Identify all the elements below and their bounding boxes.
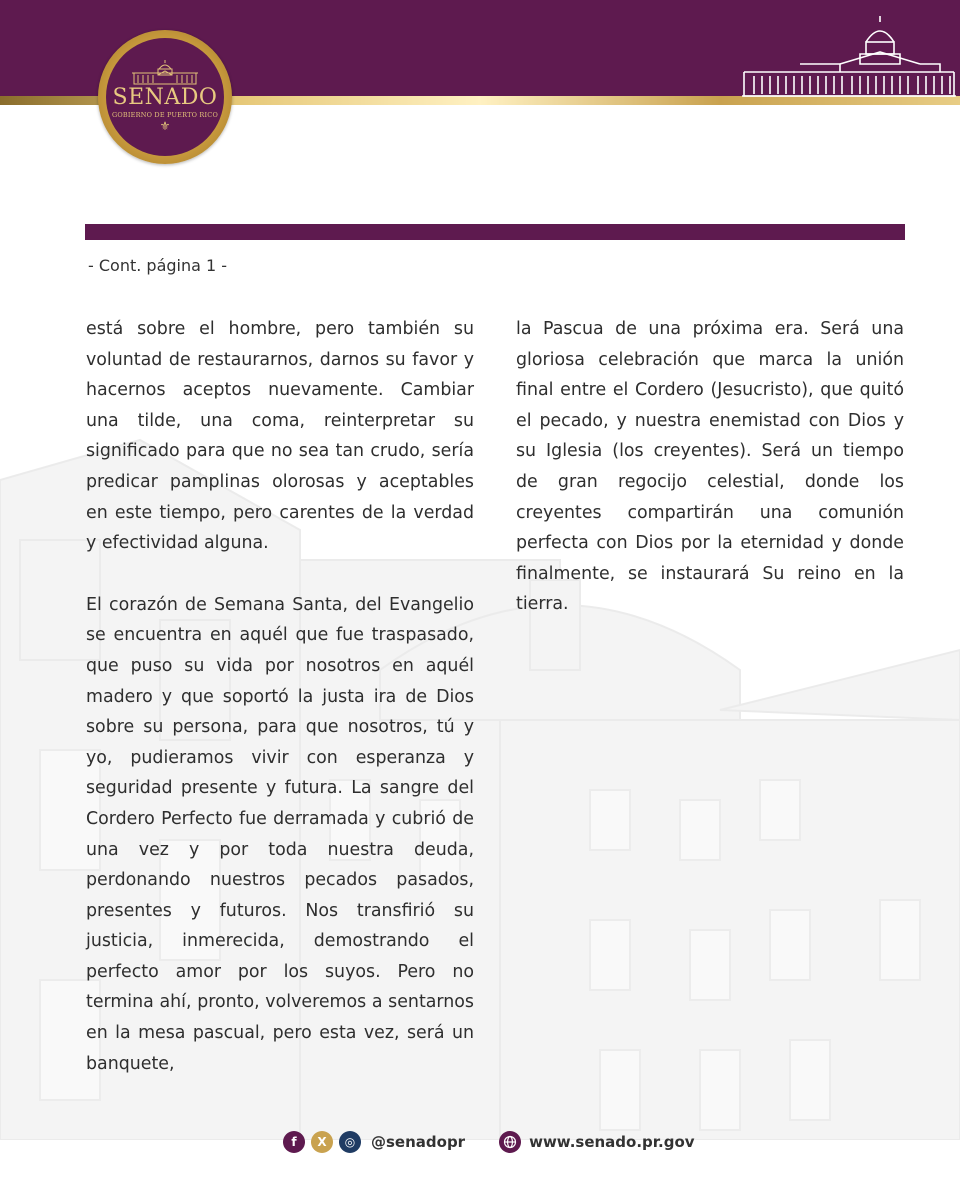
seal-subtitle: GOBIERNO DE PUERTO RICO (112, 110, 218, 119)
capitol-building-icon (740, 14, 958, 98)
website-link[interactable]: www.senado.pr.gov (529, 1133, 695, 1151)
continuation-note: - Cont. página 1 - (88, 256, 228, 275)
paragraph: está sobre el hombre, pero también su voluntad de restaurarnos, darnos su favor y hacernos aceptos nuevamente. Cambiar una tilde, una coma, reinterpretar su significado para que no sea tan crudo, sería predicar pamplinas olorosas y aceptables en este tiempo, pero carentes de la verdad y efectividad alguna. (86, 319, 474, 554)
instagram-icon[interactable]: ◎ (339, 1131, 361, 1153)
paragraph: El corazón de Semana Santa, del Evangelio se encuentra en aquél que fue traspasado, que puso su vida por nosotros en aquél madero y que soportó la justa ira de Dios sobre su persona, para que nosotros, tú y yo, pudieramos vivir con esperanza y seguridad presente y futura. La sangre del Cordero Perfecto fue derramada y cubrió de una vez y por toda nuestra deuda, perdonando nuestros pecados pasados, presentes y futuros. Nos transfirió su justicia, inmerecida, demostrando el perfecto amor por los suyos. Pero no termina ahí, pronto, volveremos a sentarnos en la mesa pascual, pero esta vez, será un banquete, (86, 594, 474, 1074)
footer-social (283, 1128, 695, 1156)
seal-capitol-icon (128, 58, 202, 86)
paragraph: la Pascua de una próxima era. Será una gloriosa celebración que marca la unión final entre el Cordero (Jesucristo), que quitó el pecado, y nuestra enemistad con Dios y su Iglesia (los creyentes). Será un tiempo de gran regocijo celestial, donde los creyentes compartirán una comunión perfecta con Dios por la eternidad y donde finalmente, se instaurará Su reino en la tierra. (516, 319, 904, 615)
globe-icon (499, 1131, 521, 1153)
seal-title: SENADO (112, 84, 218, 110)
fleur-de-lis-icon: ⚜ (159, 118, 171, 133)
x-twitter-icon[interactable]: X (311, 1131, 333, 1153)
senate-seal-logo (98, 30, 232, 164)
facebook-icon[interactable]: f (283, 1131, 305, 1153)
social-handle[interactable]: @senadopr (371, 1133, 466, 1151)
seal-inner (106, 38, 224, 156)
left-text-column (86, 314, 474, 1110)
right-text-column (516, 314, 904, 651)
section-divider-bar (85, 224, 905, 240)
